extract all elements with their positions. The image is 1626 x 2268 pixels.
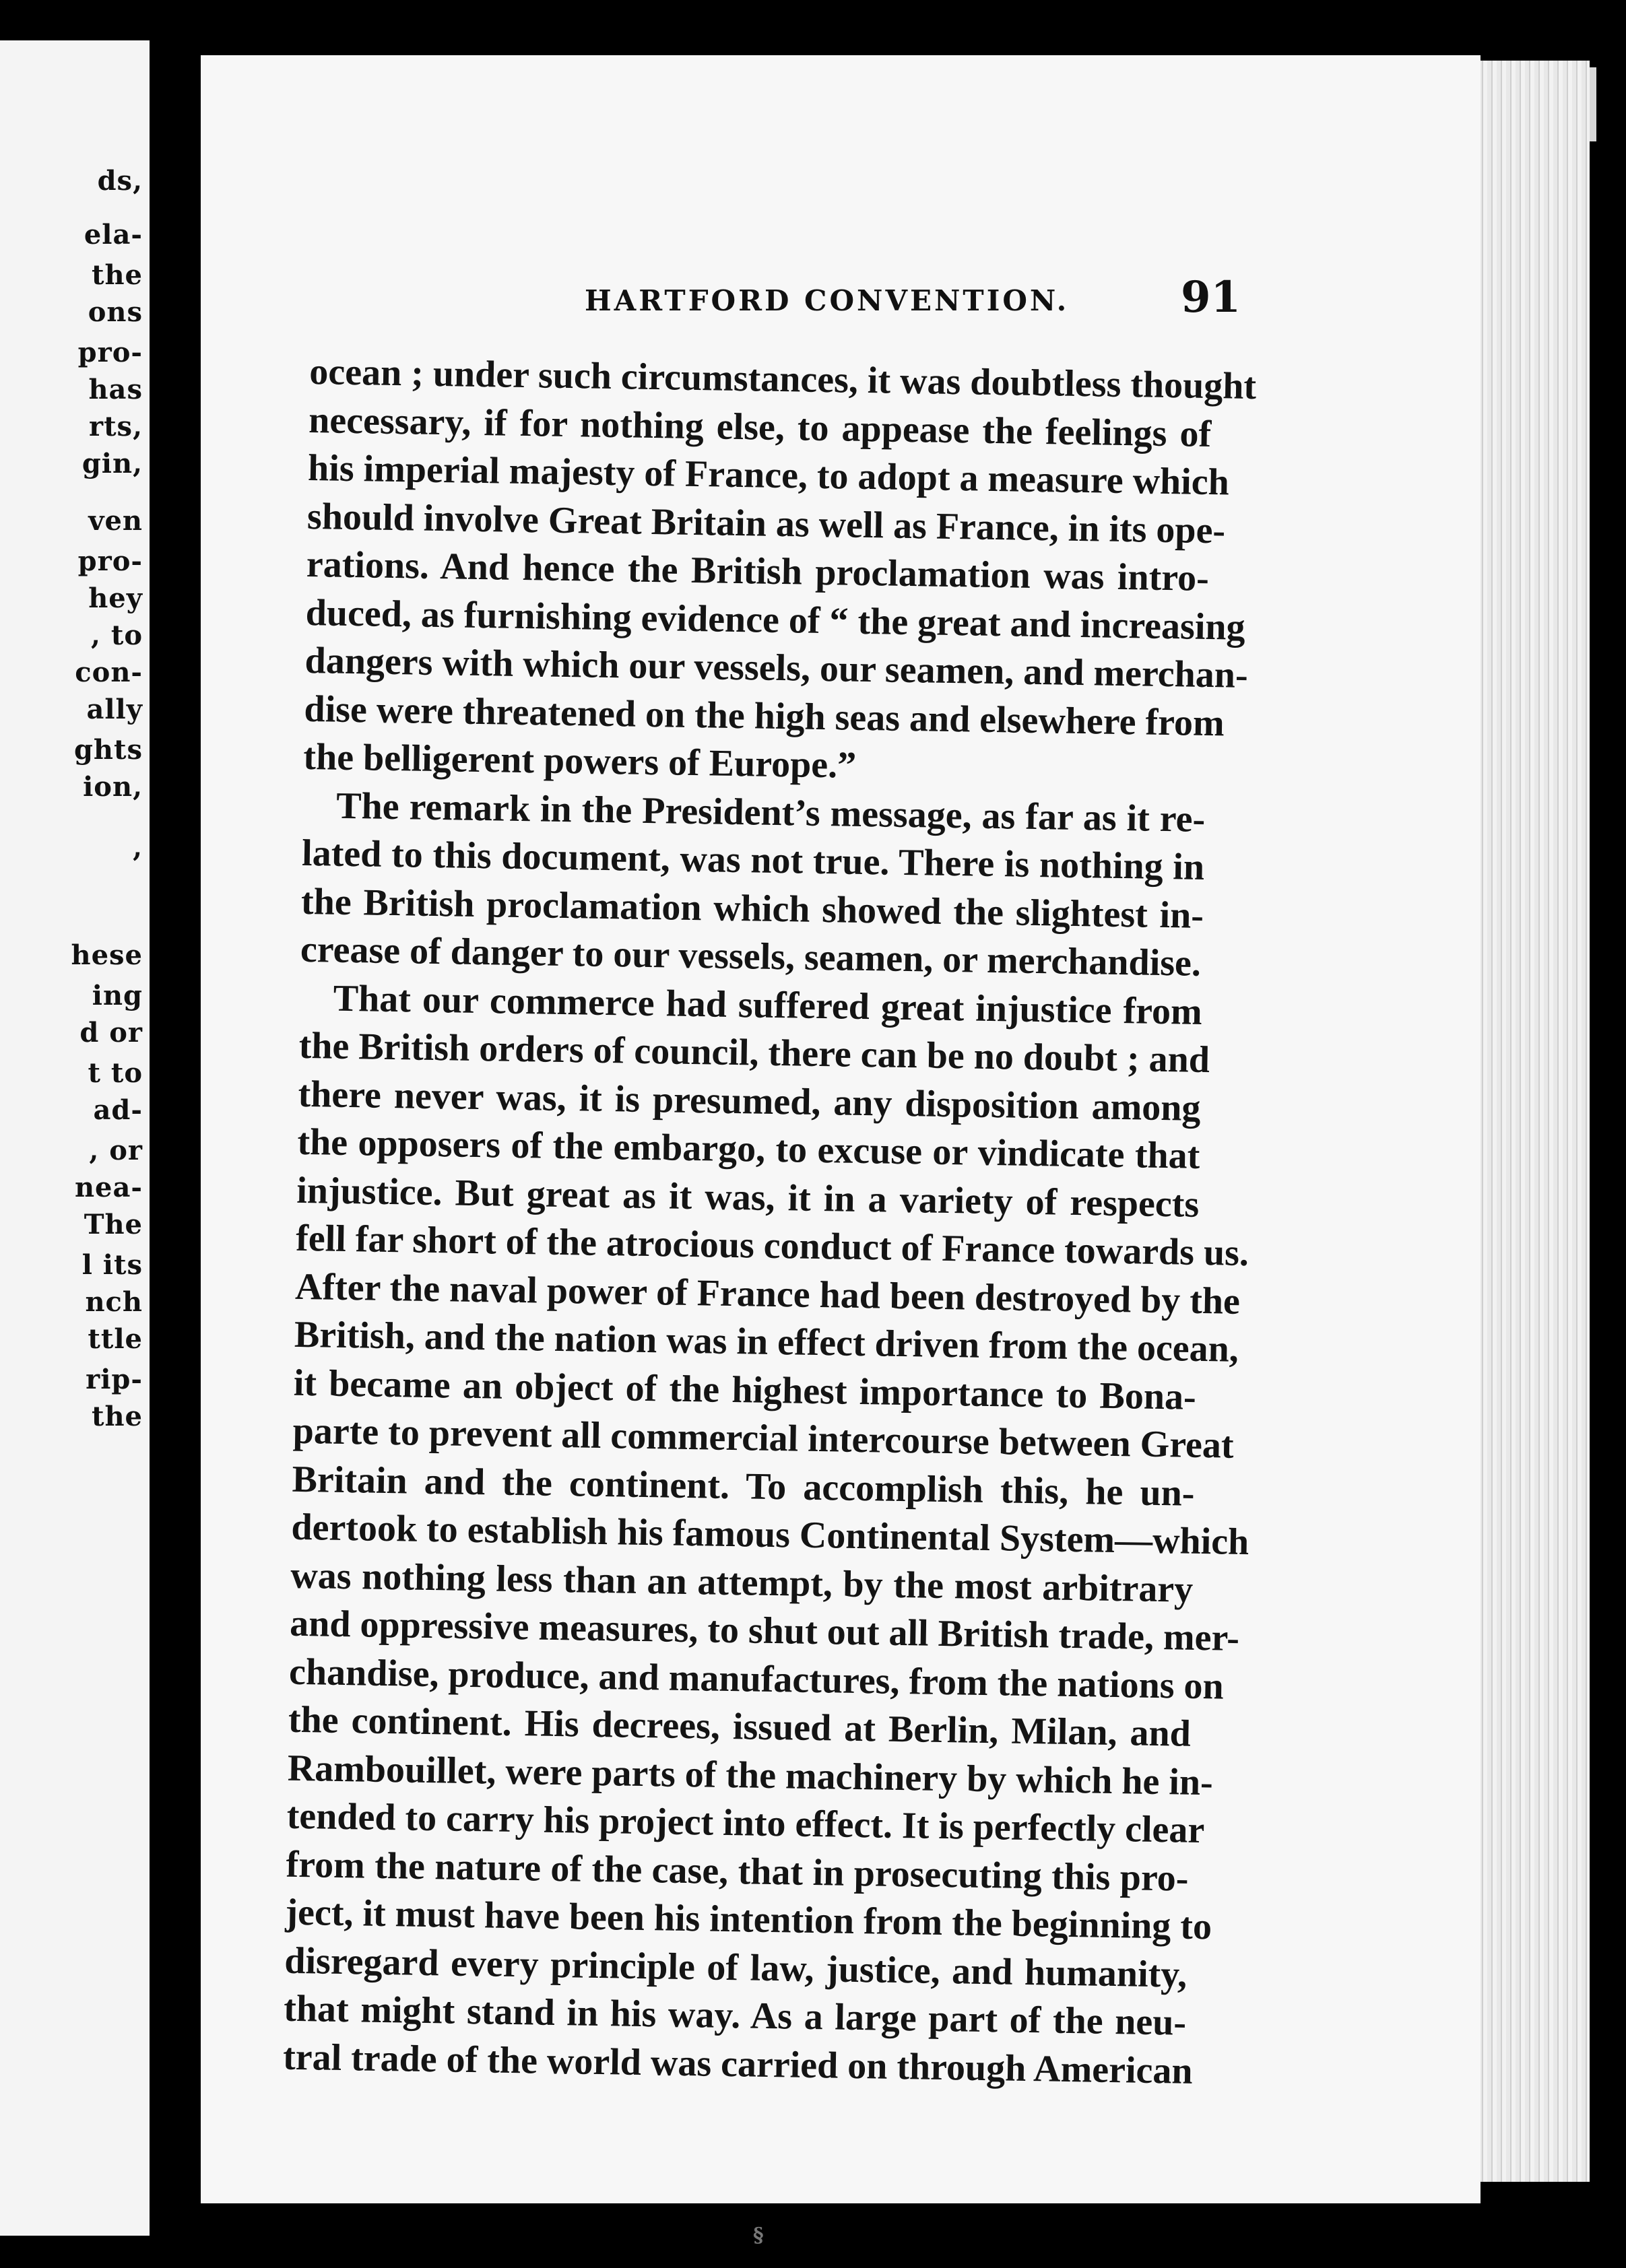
text-line: dise were threatened on the high seas and elsewhere from [304, 688, 1225, 744]
text-line: and oppressive measures, to shut out all British trade, mer- [289, 1602, 1240, 1659]
text-line: ocean ; under such circumstances, it was doubtless thought [308, 350, 1257, 408]
text-line: That our commerce had suffered great injustice from [333, 977, 1203, 1033]
text-line: chandise, produce, and manufactures, from the nations on [288, 1650, 1225, 1708]
left-page-line: gin, [82, 448, 143, 479]
text-line: necessary, if for nothing else, to appease the feelings of [308, 399, 1212, 455]
left-page-line: the [91, 1401, 143, 1432]
left-page-line: , to [90, 620, 143, 651]
previous-page-fragment [0, 40, 150, 2236]
left-page-line: nea- [74, 1172, 143, 1203]
text-line: should involve Great Britain as well as France, in its ope- [306, 495, 1226, 552]
text-line: duced, as furnishing evidence of “ the great and increasing [305, 591, 1246, 648]
left-page-line: ing [92, 980, 143, 1011]
book-page-edges [1468, 61, 1590, 2182]
left-page-line: rip- [86, 1364, 143, 1395]
text-line: crease of danger to our vessels, seamen, or merchandise. [300, 928, 1202, 985]
left-page-line: t to [88, 1057, 143, 1089]
left-page-line: , or [89, 1135, 143, 1166]
text-line: the British orders of council, there can be no doubt ; and [298, 1024, 1210, 1081]
left-page-line: con- [75, 657, 143, 688]
text-line: dangers with which our vessels, our seamen, and merchan- [304, 639, 1249, 696]
left-page-line: hey [88, 582, 143, 614]
text-line: The remark in the President’s message, as far as it re- [335, 785, 1206, 840]
text-line: Britain and the continent. To accomplish this, he un- [292, 1458, 1195, 1514]
text-line: rations. And hence the British proclamation was intro- [306, 543, 1210, 600]
text-line: ject, it must have been his intention from the beginning to [285, 1891, 1212, 1948]
text-line: there never was, it is presumed, any disposition among [298, 1073, 1201, 1129]
left-page-line: ion, [83, 771, 143, 803]
page-number: 91 [1181, 272, 1241, 323]
text-line: that might stand in his way. As a large part of the neu- [283, 1987, 1187, 2044]
text-line: disregard every principle of law, justice, and humanity, [284, 1939, 1188, 1996]
text-line: the belligerent powers of Europe.” [302, 735, 857, 787]
text-line: the British proclamation which showed the slightest in- [300, 880, 1204, 937]
text-line: his imperial majesty of France, to adopt a measure which [307, 446, 1230, 504]
left-page-line: d or [79, 1017, 143, 1048]
text-line: British, and the nation was in effect driven from the ocean, [294, 1313, 1239, 1370]
left-page-line: The [84, 1209, 143, 1240]
text-line: injustice. But great as it was, it in a variety of respects [296, 1169, 1200, 1226]
left-page-line: hese [71, 939, 143, 971]
left-page-line: l its [82, 1249, 143, 1281]
left-page-line: nch [85, 1286, 143, 1318]
left-page-line: ghts [73, 734, 143, 766]
left-page-line: pro- [77, 545, 143, 577]
running-head: HARTFORD CONVENTION. [585, 284, 1070, 317]
left-page-line: ttle [88, 1323, 143, 1355]
text-line: from the nature of the case, that in prosecuting this pro- [286, 1843, 1189, 1900]
text-line: the opposers of the embargo, to excuse or vindicate that [296, 1121, 1200, 1177]
text-line: tended to carry his project into effect. It is perfectly clear [286, 1795, 1205, 1852]
left-page-line: ela- [84, 219, 143, 251]
book-page [201, 55, 1481, 2203]
text-line: lated to this document, was not true. There is nothing in [301, 832, 1205, 888]
text-line: the continent. His decrees, issued at Berlin, Milan, and [288, 1698, 1192, 1755]
left-page-line: the [91, 259, 143, 291]
left-page-line: ally [86, 694, 143, 725]
left-page-line: , [133, 832, 143, 863]
signature-mark: § [753, 2224, 764, 2247]
text-line: parte to prevent all commercial intercourse between Great [292, 1409, 1235, 1467]
left-page-line: has [88, 374, 143, 405]
body-text [282, 348, 1257, 2096]
left-page-line: ons [88, 296, 143, 328]
left-page-line: ad- [93, 1094, 143, 1126]
left-page-line: ds, [97, 165, 143, 197]
text-line: After the naval power of France had been destroyed by the [294, 1265, 1241, 1323]
text-line: Rambouillet, were parts of the machinery by which he in- [287, 1747, 1214, 1803]
text-line: tral trade of the world was carried on through American [282, 2036, 1194, 2092]
left-page-line: pro- [77, 337, 143, 368]
text-line: fell far short of the atrocious conduct of France towards us. [295, 1217, 1249, 1275]
text-line: it became an object of the highest importance to Bona- [293, 1362, 1197, 1418]
left-page-line: rts, [89, 411, 143, 442]
left-page-line: ven [88, 505, 143, 537]
text-line: dertook to establish his famous Continental System—which [291, 1506, 1249, 1564]
text-line: was nothing less than an attempt, by the most arbitrary [290, 1554, 1194, 1611]
